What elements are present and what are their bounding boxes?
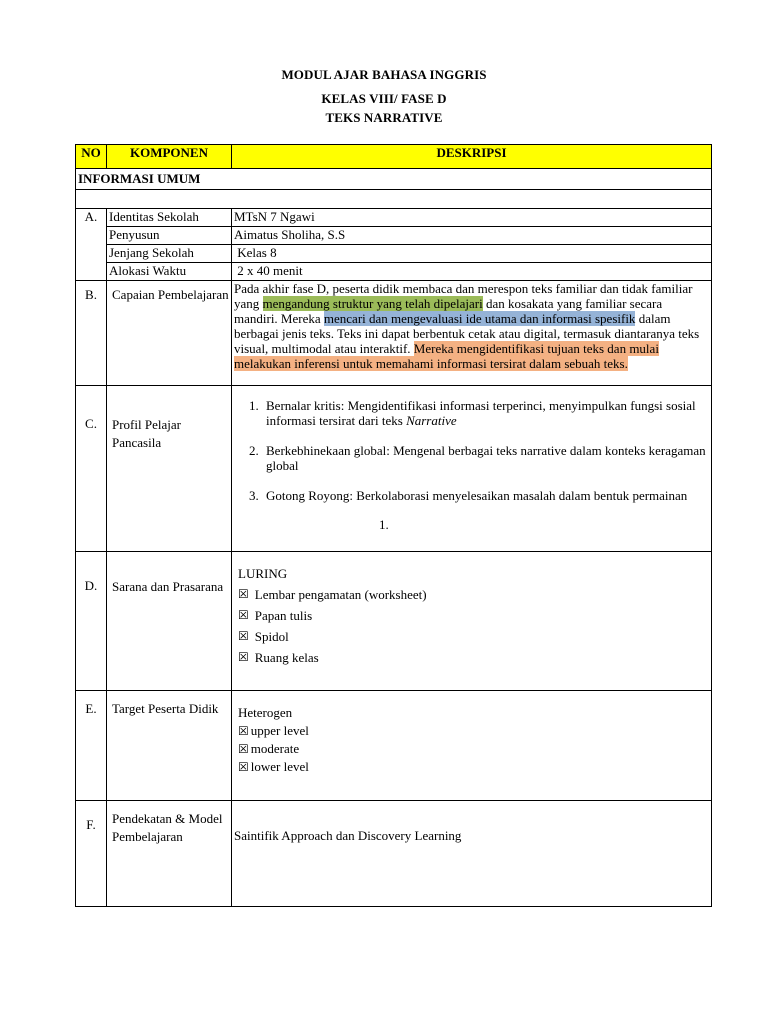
- profil-item-italic: Narrative: [406, 413, 457, 428]
- row-a-1: [76, 209, 712, 227]
- row-a-label: Penyusun: [107, 227, 232, 245]
- checked-box-icon: ☒: [238, 650, 249, 664]
- row-d-no: D.: [76, 552, 107, 691]
- sarana-item: [238, 629, 709, 644]
- checked-box-icon: ☒: [238, 608, 249, 622]
- sarana-item: [238, 608, 709, 623]
- row-a-4: [76, 263, 712, 281]
- target-cell: [232, 691, 712, 801]
- sarana-item-label: Papan tulis: [254, 608, 313, 623]
- capaian-text-3: dalam berbagai jenis teks. Teks ini dapat berbentuk cetak atau digital, termasuk diantaranya teks visual, multimodal atau interaktif.: [234, 311, 700, 356]
- row-d-label: Sarana dan Prasarana: [107, 552, 232, 691]
- checked-box-icon: ☒: [238, 724, 249, 738]
- row-c-label: Profil Pelajar Pancasila: [107, 386, 232, 552]
- row-e-label: Target Peserta Didik: [107, 691, 232, 801]
- row-a-no: A.: [76, 209, 107, 281]
- checked-box-icon: ☒: [238, 760, 249, 774]
- row-a-label: Identitas Sekolah: [107, 209, 232, 227]
- target-item: [238, 722, 709, 740]
- sarana-item-label: Spidol: [254, 629, 289, 644]
- checked-box-icon: ☒: [238, 629, 249, 643]
- row-f-label: Pendekatan & Model Pembelajaran: [107, 801, 232, 907]
- target-heading: Heterogen: [238, 705, 293, 720]
- profil-cell: [232, 386, 712, 552]
- row-a-3: [76, 245, 712, 263]
- document-subtitle-class: KELAS VIII/ FASE D: [321, 91, 447, 106]
- capaian-text-1: Pada akhir fase D, peserta didik membaca dan merespon teks familiar dan tidak familiar yang: [234, 281, 693, 311]
- target-item-label: upper level: [250, 723, 309, 738]
- document-title: MODUL AJAR BAHASA INGGRIS: [281, 67, 487, 82]
- sarana-item-label: Lembar pengamatan (worksheet): [254, 587, 427, 602]
- table-header-row: [76, 145, 712, 169]
- module-table: [75, 144, 712, 907]
- sarana-item: [238, 587, 709, 602]
- checked-box-icon: ☒: [238, 587, 249, 601]
- checked-box-icon: ☒: [238, 742, 249, 756]
- row-e-no: E.: [76, 691, 107, 801]
- row-a-value: 2 x 40 menit: [232, 263, 712, 281]
- row-c-no: C.: [76, 386, 107, 552]
- document-subtitle-topic: TEKS NARRATIVE: [325, 110, 443, 125]
- header-komponen: KOMPONEN: [107, 145, 232, 169]
- profil-trailing-number: 1.: [379, 517, 389, 532]
- profil-item: [262, 488, 709, 503]
- header-deskripsi: DESKRIPSI: [232, 145, 712, 169]
- row-c: [76, 386, 712, 552]
- capaian-highlight-green: mengandung struktur yang telah dipelajari: [262, 296, 483, 311]
- sarana-item: [238, 650, 709, 665]
- section-informasi-umum: INFORMASI UMUM: [76, 169, 712, 190]
- target-item: [238, 758, 709, 776]
- row-a-value: Kelas 8: [232, 245, 712, 263]
- section-row: [76, 169, 712, 190]
- capaian-paragraph: [232, 281, 712, 386]
- row-a-label: Alokasi Waktu: [107, 263, 232, 281]
- row-d: [76, 552, 712, 691]
- row-f: [76, 801, 712, 907]
- profil-item: [262, 443, 709, 473]
- row-b-label: Capaian Pembelajaran: [107, 281, 232, 386]
- capaian-text-2: dan kosakata yang familiar secara mandiri. Mereka: [234, 296, 663, 326]
- row-a-label: Jenjang Sekolah: [107, 245, 232, 263]
- sarana-cell: [232, 552, 712, 691]
- target-item: [238, 740, 709, 758]
- target-item-label: moderate: [250, 741, 300, 756]
- row-a-2: [76, 227, 712, 245]
- row-f-value: Saintifik Approach dan Discovery Learning: [232, 801, 712, 907]
- capaian-highlight-orange: Mereka mengidentifikasi tujuan teks dan mulai melakukan inferensi untuk memahami informasi tersirat dalam sebuah teks.: [234, 341, 659, 371]
- row-a-value: MTsN 7 Ngawi: [232, 209, 712, 227]
- spacer-row: [76, 190, 712, 209]
- target-item-label: lower level: [250, 759, 309, 774]
- sarana-item-label: Ruang kelas: [254, 650, 319, 665]
- profil-item-text: Berkebhinekaan global: Mengenal berbagai teks narrative dalam konteks keragaman global: [266, 443, 706, 473]
- sarana-heading: LURING: [238, 566, 288, 581]
- row-a-value: Aimatus Sholiha, S.S: [232, 227, 712, 245]
- row-f-no: F.: [76, 801, 107, 907]
- header-no: NO: [76, 145, 107, 169]
- profil-list: [234, 398, 709, 503]
- row-b: [76, 281, 712, 386]
- empty-cell: [76, 190, 712, 209]
- profil-item-text: Gotong Royong: Berkolaborasi menyelesaikan masalah dalam bentuk permainan: [266, 488, 688, 503]
- profil-item-text: Bernalar kritis: Mengidentifikasi informasi terperinci, menyimpulkan fungsi sosial informasi tersirat dari teks: [266, 398, 696, 428]
- profil-item: [262, 398, 709, 428]
- row-e: [76, 691, 712, 801]
- capaian-highlight-blue: mencari dan mengevaluasi ide utama dan informasi spesifik: [323, 311, 636, 326]
- row-b-no: B.: [76, 281, 107, 386]
